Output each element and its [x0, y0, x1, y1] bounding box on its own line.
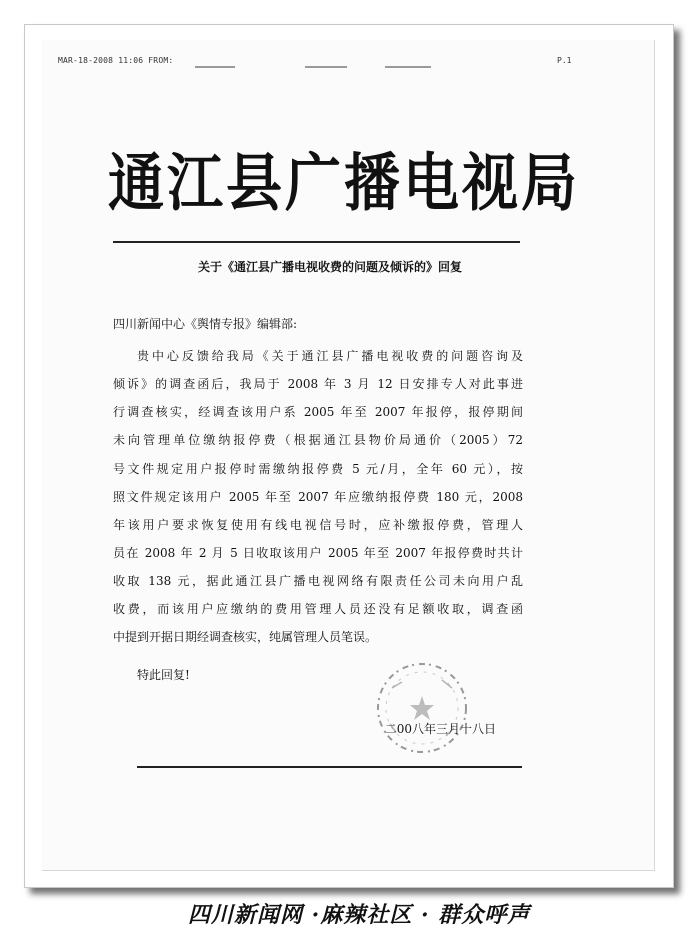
body-line: 员在 2008 年 2 月 5 日收取该用户 2005 年至 2007 年报停费时共计	[113, 546, 523, 560]
official-seal-stamp	[372, 658, 472, 758]
body-line: 倾诉》的调查函后，我局于 2008 年 3 月 12 日安排专人对此事进	[113, 377, 523, 391]
body-line: 照文件规定该用户 2005 年至 2007 年应缴纳报停费 180 元，2008	[113, 490, 523, 504]
fax-page-number: P.1	[557, 56, 572, 65]
letterhead-title: 通江县广播电视局	[108, 147, 580, 221]
body-line: 行调查核实，经调查该用户系 2005 年至 2007 年报停，报停期间	[113, 405, 523, 419]
salutation: 四川新闻中心《舆情专报》编辑部:	[113, 317, 298, 331]
body-line: 中提到开据日期经调查核实，纯属管理人员笔误。	[113, 630, 378, 644]
body-line: 贵中心反馈给我局《关于通江县广播电视收费的问题咨询及	[137, 349, 523, 363]
footer-divider	[137, 766, 522, 768]
watermark-caption: 四川新闻网 ·麻辣社区 · 群众呼声	[188, 902, 531, 928]
body-line: 收费，而该用户应缴纳的费用管理人员还没有足额收取，调查函	[113, 602, 523, 616]
letter-date: 二00八年三月十八日	[384, 722, 496, 736]
fax-header: MAR-18-2008 11:06 FROM:	[58, 56, 174, 65]
letter-subject: 关于《通江县广播电视收费的问题及倾诉的》回复	[197, 260, 462, 274]
body-line: 收取 138 元，据此通江县广播电视网络有限责任公司未向用户乱	[113, 574, 523, 588]
body-line: 号文件规定用户报停时需缴纳报停费 5 元/月，全年 60 元），按	[113, 462, 523, 476]
body-line: 未向管理单位缴纳报停费（根据通江县物价局通价（2005）72	[113, 433, 523, 447]
fax-noise-marks	[195, 66, 435, 70]
header-divider	[113, 241, 520, 243]
closing-line: 特此回复!	[137, 668, 190, 682]
body-line: 年该用户要求恢复使用有线电视信号时，应补缴报停费，管理人	[113, 518, 523, 532]
